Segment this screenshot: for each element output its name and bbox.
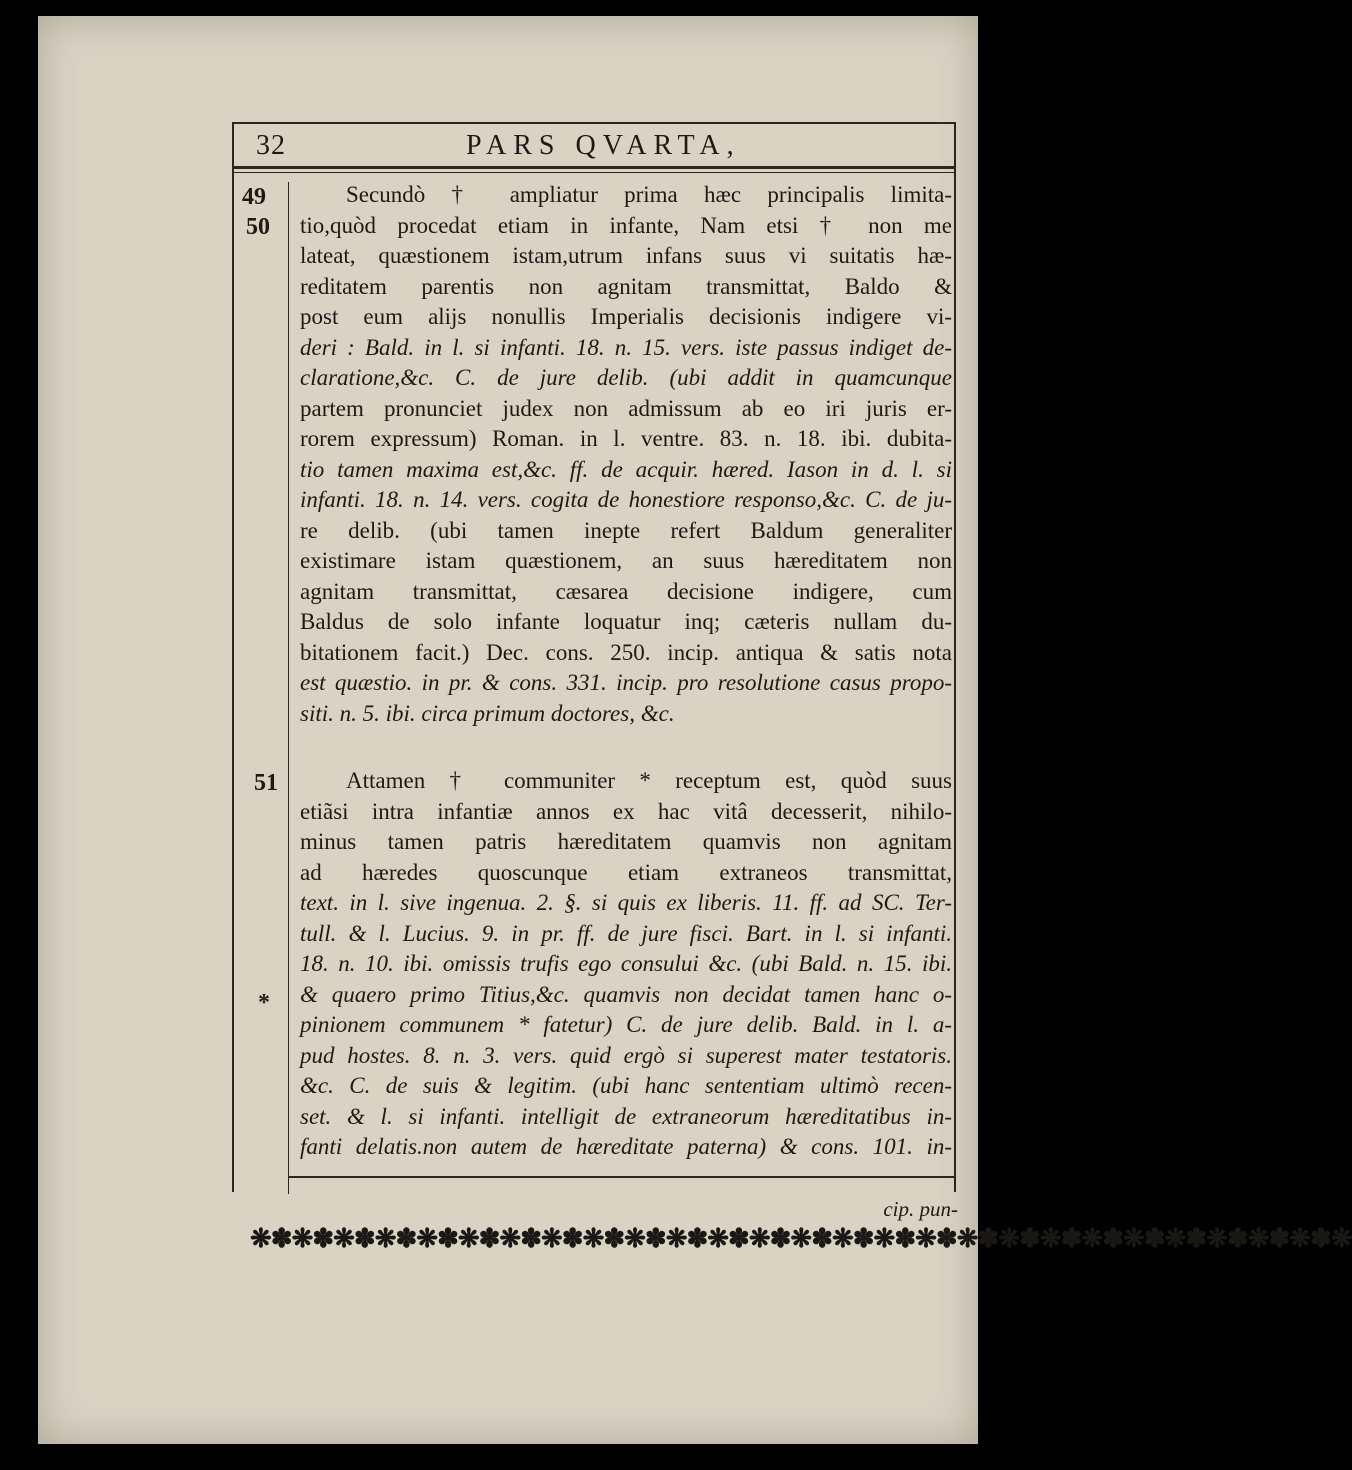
text-line: tull. & l. Lucius. 9. in pr. ff. de jure fisci. Bart. in l. si infanti. <box>300 920 952 946</box>
text-line: Attamen † communiter * receptum est, quòd suus <box>346 768 952 793</box>
top-rule <box>232 122 954 124</box>
inner-left-rule <box>288 182 289 1194</box>
footer-rule <box>288 1176 954 1178</box>
text-line: tio tamen maxima est,&c. ff. de acquir. hæred. Iason in d. l. si <box>300 456 952 482</box>
text-line: pud hostes. 8. n. 3. vers. quid ergò si superest mater testatoris. <box>300 1042 952 1068</box>
text-line: rorem expressum) Roman. in l. ventre. 83. n. 18. ibi. dubita- <box>300 426 952 451</box>
margin-note-49: 49 <box>242 184 266 210</box>
catchword: cip. pun- <box>883 1197 958 1221</box>
text-line: fanti delatis.non autem de hæreditate paterna) & cons. 101. in- <box>300 1134 952 1159</box>
text-line: partem pronunciet judex non admissum ab eo iri juris er- <box>300 395 952 421</box>
text-line: lateat, quæstionem istam,utrum infans suus vi suitatis hæ- <box>300 243 952 268</box>
text-line: siti. n. 5. ibi. circa primum doctores, &c. <box>300 700 675 726</box>
margin-note-50: 50 <box>246 214 270 240</box>
printers-ornament-border: ❋✽❋✽❋✽❋✽❋✽❋✽❋✽❋✽❋✽❋✽❋✽❋✽❋✽❋✽❋✽❋✽❋✽❋✽❋✽❋✽❋✽❋✽❋✽❋✽❋✽❋✽❋ <box>250 1224 1352 1253</box>
text-line: text. in l. sive ingenua. 2. §. si quis ex liberis. 11. ff. ad SC. Ter- <box>300 890 952 915</box>
text-line: deri : Bald. in l. si infanti. 18. n. 15. vers. iste passus indiget de- <box>300 334 952 360</box>
text-line: agnitam transmittat, cæsarea decisione indigere, cum <box>300 578 952 604</box>
text-line: post eum alijs nonullis Imperialis decisionis indigere vi- <box>300 304 952 329</box>
right-frame-rule <box>954 122 956 1192</box>
text-line: infanti. 18. n. 14. vers. cogita de honestiore responso,&c. C. de ju- <box>300 487 952 512</box>
text-line: etiãsi intra infantiæ annos ex hac vitâ decesserit, nihilo- <box>300 798 952 824</box>
text-line: & quaero primo Titius,&c. quamvis non decidat tamen hanc o- <box>300 981 952 1007</box>
page-number: 32 <box>256 130 286 161</box>
text-line: Secundò † ampliatur prima hæc principalis limita- <box>346 182 952 207</box>
paragraph-2 <box>300 766 952 1163</box>
text-line: set. & l. si infanti. intelligit de extraneorum hæreditatibus in- <box>300 1103 952 1129</box>
header-rule-thin <box>232 172 954 173</box>
text-line: re delib. (ubi tamen inepte refert Baldum generaliter <box>300 517 952 543</box>
text-line: bitationem facit.) Dec. cons. 250. incip. antiqua & satis nota <box>300 639 952 665</box>
paragraph-1 <box>300 180 952 729</box>
asterisk-marker: * <box>258 990 270 1016</box>
left-frame-rule <box>232 122 234 1192</box>
text-line: tio,quòd procedat etiam in infante, Nam etsi † non me <box>300 212 952 238</box>
page-header <box>256 130 956 170</box>
text-line: Baldus de solo infante loquatur inq; cæteris nullam du- <box>300 609 952 634</box>
text-line: existimare istam quæstionem, an suus hæreditatem non <box>300 548 952 573</box>
running-title: PARS QVARTA, <box>466 130 741 161</box>
text-line: reditatem parentis non agnitam transmittat, Baldo & <box>300 273 952 299</box>
text-line: claratione,&c. C. de jure delib. (ubi addit in quamcunque <box>300 365 952 390</box>
text-line: est quæstio. in pr. & cons. 331. incip. pro resolutione casus propo- <box>300 670 952 695</box>
text-line: pinionem communem * fatetur) C. de jure delib. Bald. in l. a- <box>300 1012 952 1037</box>
text-line: &c. C. de suis & legitim. (ubi hanc sententiam ultimò recen- <box>300 1073 952 1098</box>
text-line: minus tamen patris hæreditatem quamvis non agnitam <box>300 829 952 854</box>
text-line: 18. n. 10. ibi. omissis trufis ego consului &c. (ubi Bald. n. 15. ibi. <box>300 951 952 976</box>
margin-note-51: 51 <box>254 770 278 796</box>
text-line: ad hæredes quoscunque etiam extraneos transmittat, <box>300 859 952 885</box>
